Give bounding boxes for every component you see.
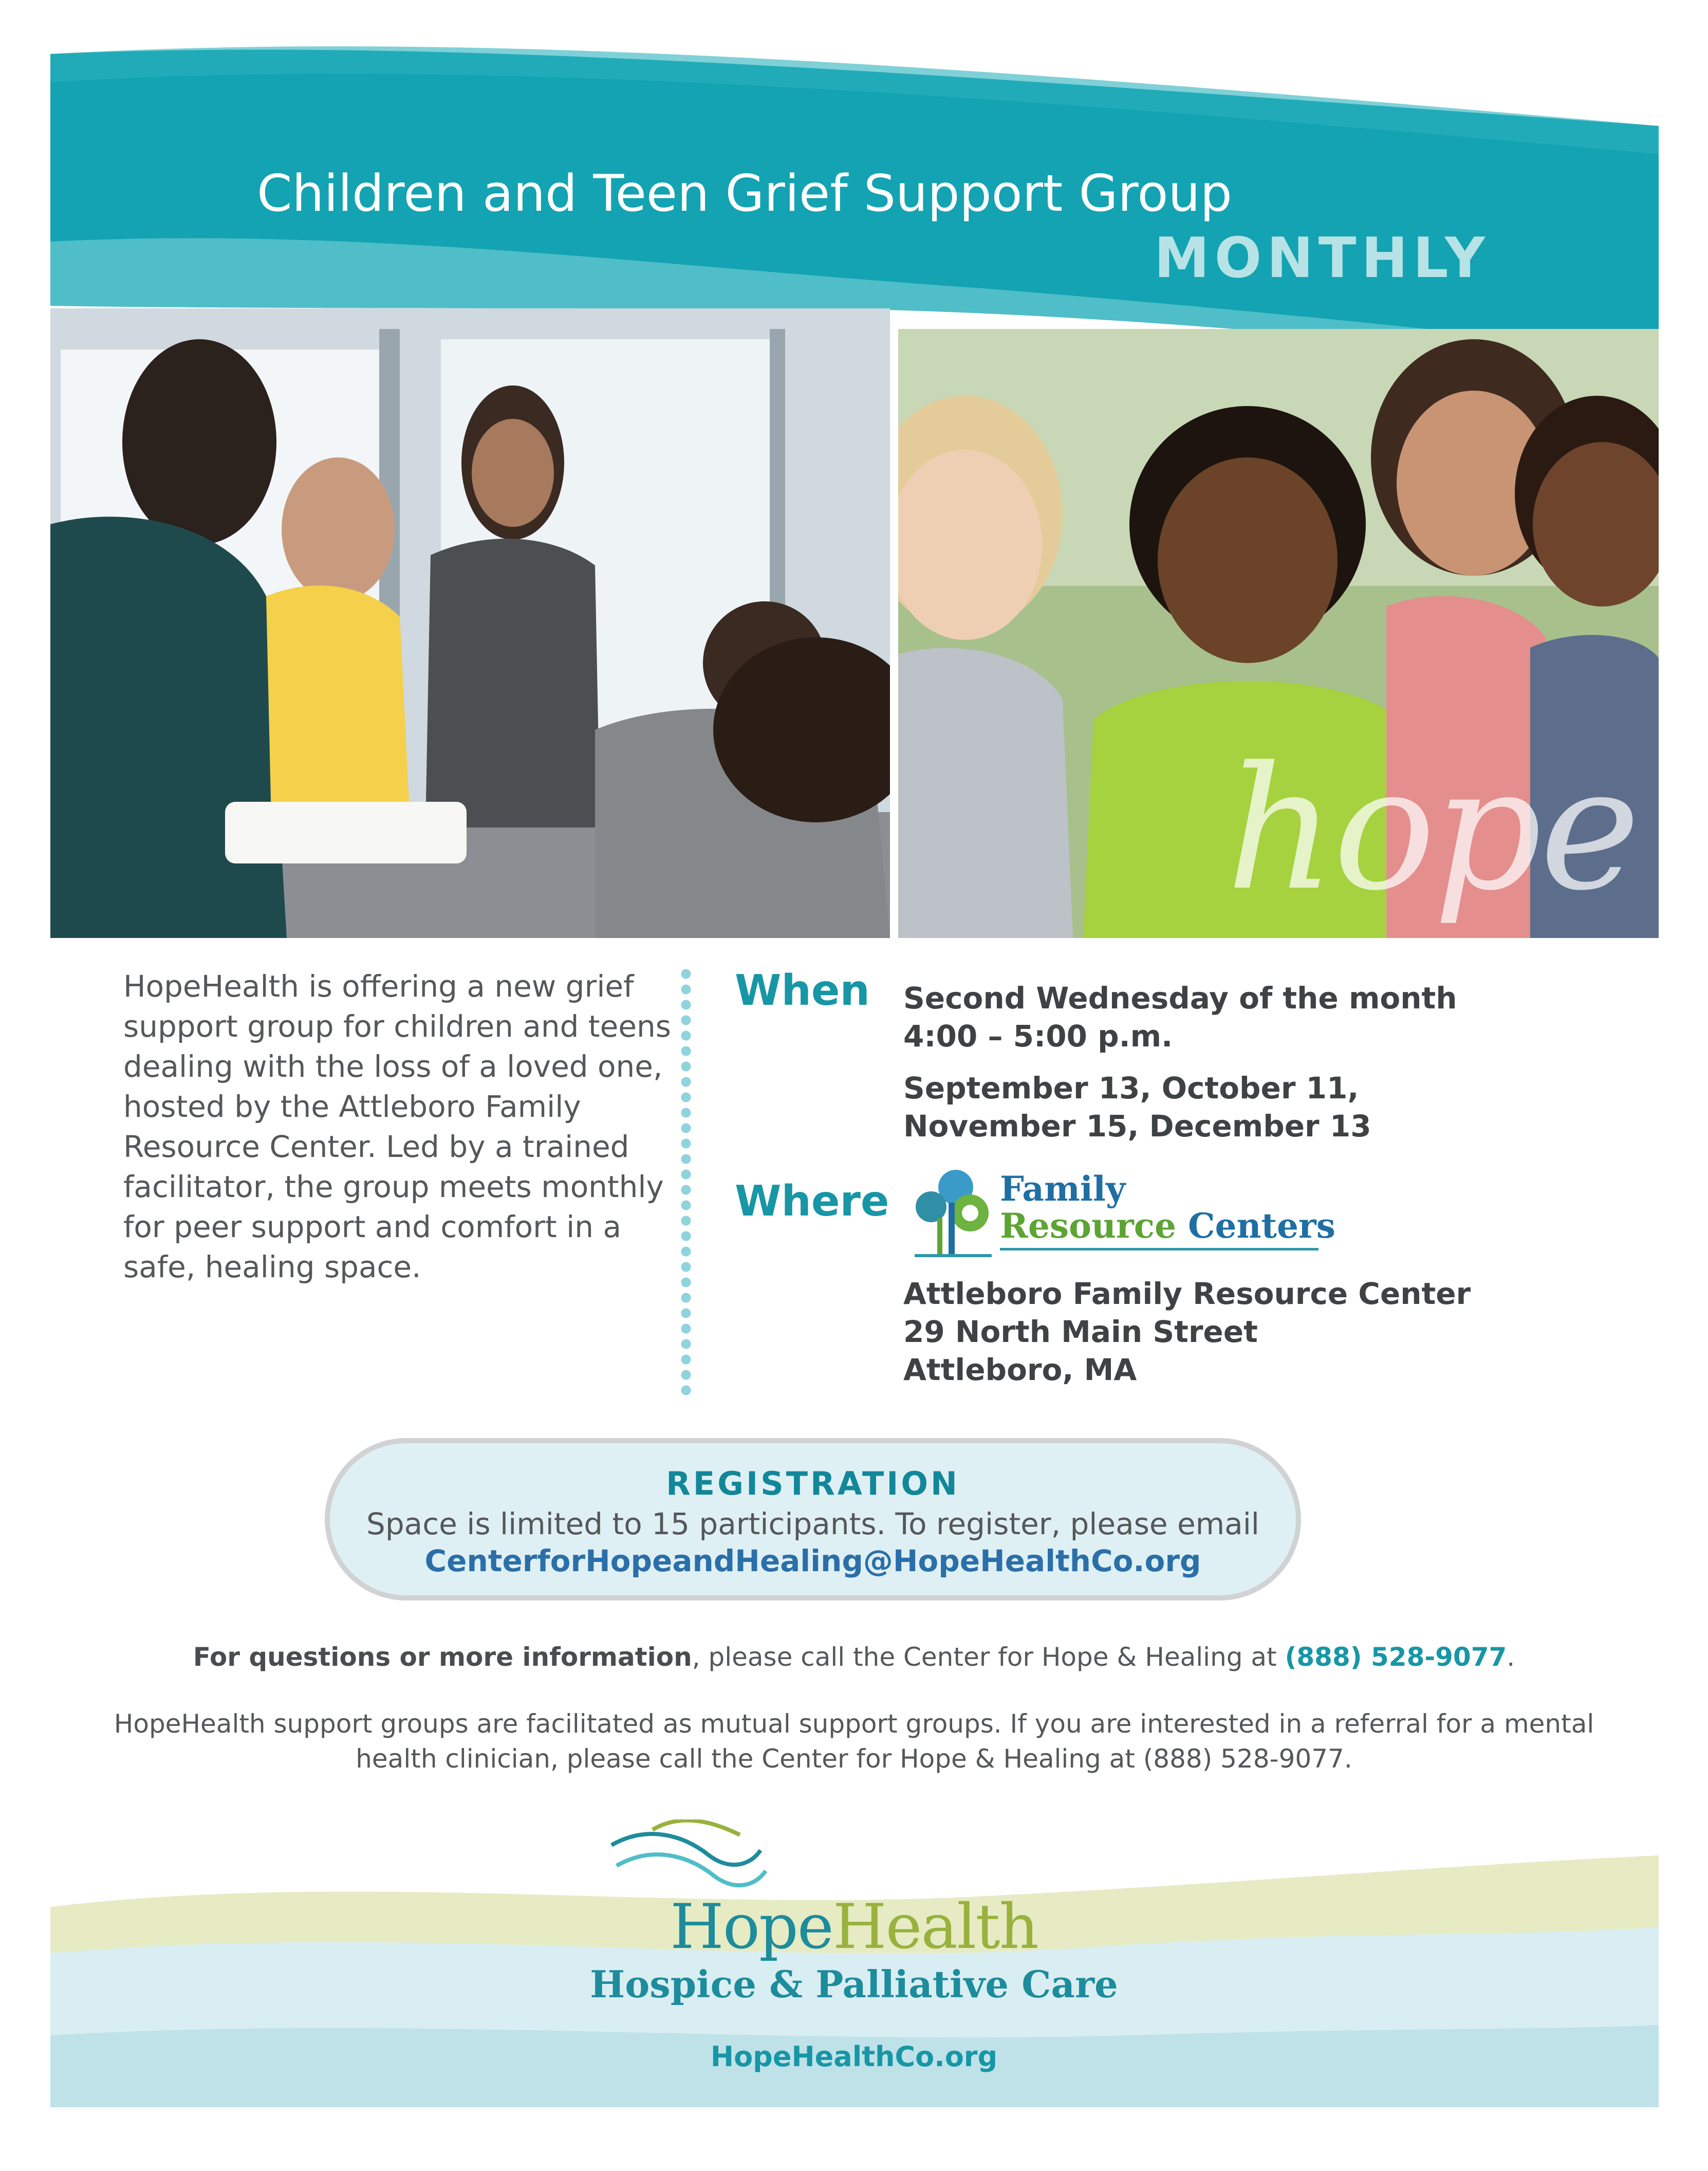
disclaimer-text: HopeHealth support groups are facilitated as mutual support groups. If you are interested in a referral for a mental health clinician, please call the Center for Hope & Healing at (888) 528-9077. bbox=[114, 1709, 1594, 1774]
dotted-divider bbox=[680, 966, 692, 1398]
frc-logo-word-resource: Resource bbox=[1000, 1206, 1176, 1246]
registration-text: Space is limited to 15 participants. To register, please email bbox=[366, 1506, 1259, 1541]
frc-logo-word-family: Family bbox=[1000, 1169, 1126, 1209]
contact-lead: For questions or more information bbox=[193, 1642, 692, 1672]
hopehealth-logo bbox=[0, 1891, 1708, 1963]
when-schedule bbox=[903, 979, 1520, 1055]
venue-city: Attleboro, MA bbox=[903, 1352, 1137, 1387]
frc-logo-underline bbox=[1000, 1248, 1319, 1250]
venue-name: Attleboro Family Resource Center bbox=[903, 1276, 1471, 1311]
venue-address bbox=[903, 1275, 1571, 1389]
family-resource-centers-logo bbox=[904, 1167, 1341, 1259]
schedule-time: 4:00 – 5:00 p.m. bbox=[903, 1019, 1173, 1054]
contact-end: . bbox=[1507, 1642, 1515, 1672]
when-dates bbox=[903, 1069, 1520, 1145]
frc-logo-word-centers: Centers bbox=[1187, 1206, 1335, 1246]
contact-middle: , please call the Center for Hope & Healing at bbox=[692, 1642, 1285, 1672]
registration-box bbox=[325, 1438, 1301, 1600]
when-label: When bbox=[735, 966, 870, 1015]
smiling-children-photo bbox=[898, 329, 1659, 938]
where-label: Where bbox=[735, 1177, 889, 1226]
brand-tagline: Hospice & Palliative Care bbox=[590, 1962, 1118, 2006]
contact-line bbox=[0, 1642, 1708, 1672]
dates-line-2: November 15, December 13 bbox=[903, 1109, 1371, 1144]
brand-hope: Hope bbox=[670, 1891, 833, 1963]
schedule-day: Second Wednesday of the month bbox=[903, 981, 1457, 1016]
frequency-heading: MONTHLY bbox=[1154, 226, 1490, 290]
page-title: Children and Teen Grief Support Group bbox=[257, 164, 1232, 223]
intro-paragraph: HopeHealth is offering a new grief support group for children and teens dealing with the loss of a loved one, hosted by the Attleboro Family Resource Center. Led by a trained facilitator, the group meets monthly for peer support and comfort in a safe, healing space. bbox=[123, 969, 671, 1284]
venue-street: 29 North Main Street bbox=[903, 1314, 1258, 1349]
hope-script-overlay: hope bbox=[1226, 730, 1638, 928]
frc-logo-words bbox=[1000, 1206, 1335, 1246]
dates-line-1: September 13, October 11, bbox=[903, 1071, 1359, 1106]
teens-group-photo bbox=[50, 308, 890, 938]
registration-title: REGISTRATION bbox=[666, 1465, 960, 1502]
registration-email-link[interactable]: CenterforHopeandHealing@HopeHealthCo.org bbox=[424, 1543, 1201, 1578]
frc-tree-icon bbox=[904, 1167, 997, 1259]
hopehealth-wave-icon bbox=[611, 1820, 766, 1885]
contact-phone-link[interactable]: (888) 528-9077 bbox=[1285, 1642, 1507, 1672]
brand-health: Health bbox=[832, 1891, 1038, 1963]
website-link[interactable]: HopeHealthCo.org bbox=[710, 2040, 998, 2073]
